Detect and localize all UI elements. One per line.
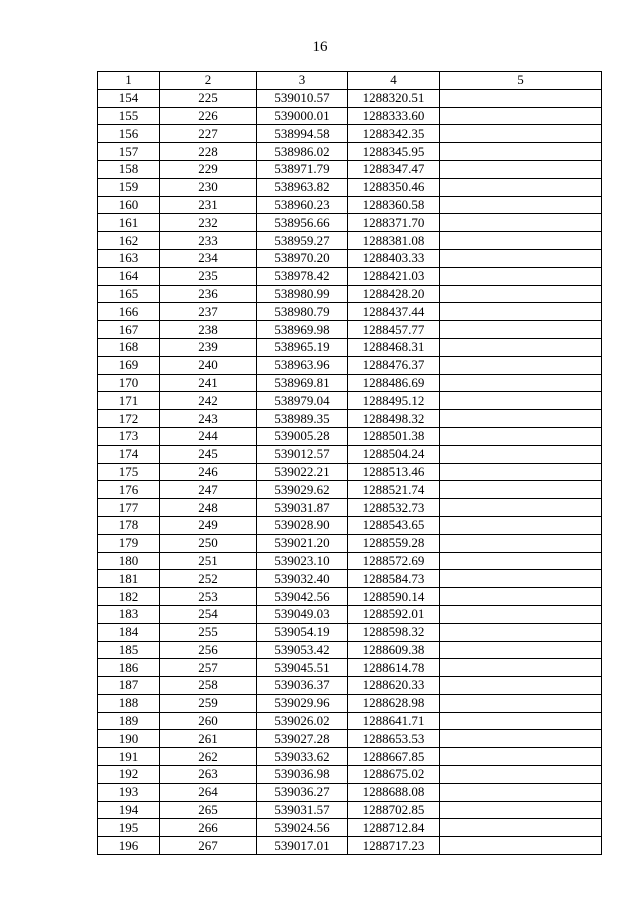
table-row: [98, 623, 602, 641]
table-cell: 1288559.28: [348, 534, 440, 552]
column-header: 2: [160, 72, 257, 90]
table-cell: 239: [160, 338, 257, 356]
table-cell: 225: [160, 89, 257, 107]
table-cell: [440, 196, 602, 214]
table-cell: 1288457.77: [348, 321, 440, 339]
table-cell: 1288347.47: [348, 160, 440, 178]
table-cell: 538970.20: [257, 249, 348, 267]
table-cell: 165: [98, 285, 160, 303]
table-cell: 231: [160, 196, 257, 214]
table-cell: [440, 783, 602, 801]
table-row: [98, 819, 602, 837]
table-cell: 1288345.95: [348, 143, 440, 161]
table-cell: [440, 463, 602, 481]
table-row: [98, 659, 602, 677]
table-cell: 193: [98, 783, 160, 801]
table-cell: [440, 303, 602, 321]
table-cell: 1288501.38: [348, 427, 440, 445]
table-cell: 538994.58: [257, 125, 348, 143]
table-cell: [440, 570, 602, 588]
table-cell: 1288532.73: [348, 499, 440, 517]
table-cell: 539042.56: [257, 588, 348, 606]
table-cell: 538956.66: [257, 214, 348, 232]
table-row: [98, 374, 602, 392]
column-header: 4: [348, 72, 440, 90]
table-cell: [440, 410, 602, 428]
table-cell: 246: [160, 463, 257, 481]
table-cell: 1288476.37: [348, 356, 440, 374]
table-cell: 1288590.14: [348, 588, 440, 606]
table-cell: 263: [160, 766, 257, 784]
table-cell: 1288598.32: [348, 623, 440, 641]
table-cell: 539031.87: [257, 499, 348, 517]
table-row: [98, 410, 602, 428]
table-row: [98, 837, 602, 855]
table-cell: 538979.04: [257, 392, 348, 410]
table-row: [98, 356, 602, 374]
table-cell: [440, 641, 602, 659]
table-cell: 1288702.85: [348, 801, 440, 819]
coordinates-table: [97, 71, 602, 855]
table-cell: 538965.19: [257, 338, 348, 356]
table-cell: 183: [98, 605, 160, 623]
table-cell: [440, 534, 602, 552]
table-cell: 1288428.20: [348, 285, 440, 303]
table-cell: 229: [160, 160, 257, 178]
table-cell: 538980.79: [257, 303, 348, 321]
table-cell: 1288620.33: [348, 677, 440, 695]
table-body: [98, 89, 602, 854]
table-cell: 238: [160, 321, 257, 339]
page-number: 16: [312, 39, 328, 55]
table-cell: 539024.56: [257, 819, 348, 837]
table-cell: 251: [160, 552, 257, 570]
table-cell: 1288381.08: [348, 232, 440, 250]
table-cell: 265: [160, 801, 257, 819]
table-cell: [440, 143, 602, 161]
table-cell: [440, 801, 602, 819]
table-cell: 233: [160, 232, 257, 250]
table-cell: 1288495.12: [348, 392, 440, 410]
table-cell: [440, 819, 602, 837]
table-row: [98, 143, 602, 161]
table-cell: 179: [98, 534, 160, 552]
table-row: [98, 338, 602, 356]
table-cell: [440, 481, 602, 499]
table-cell: 539027.28: [257, 730, 348, 748]
table-row: [98, 499, 602, 517]
table-cell: 538959.27: [257, 232, 348, 250]
table-cell: 539029.96: [257, 694, 348, 712]
table-row: [98, 321, 602, 339]
table-cell: 256: [160, 641, 257, 659]
table-cell: 539036.37: [257, 677, 348, 695]
table-cell: 539021.20: [257, 534, 348, 552]
table-cell: 190: [98, 730, 160, 748]
table-row: [98, 249, 602, 267]
table-cell: [440, 356, 602, 374]
table-cell: 235: [160, 267, 257, 285]
table-row: [98, 748, 602, 766]
table-cell: 538963.82: [257, 178, 348, 196]
table-row: [98, 677, 602, 695]
table-cell: [440, 748, 602, 766]
table-cell: 539000.01: [257, 107, 348, 125]
table-row: [98, 516, 602, 534]
table-row: [98, 481, 602, 499]
table-cell: 1288667.85: [348, 748, 440, 766]
table-cell: 167: [98, 321, 160, 339]
table-cell: [440, 445, 602, 463]
table-cell: 1288653.53: [348, 730, 440, 748]
table-row: [98, 160, 602, 178]
table-row: [98, 588, 602, 606]
table-cell: 244: [160, 427, 257, 445]
table-cell: [440, 125, 602, 143]
table-cell: 156: [98, 125, 160, 143]
table-cell: 264: [160, 783, 257, 801]
table-cell: 254: [160, 605, 257, 623]
table-cell: [440, 160, 602, 178]
table-row: [98, 712, 602, 730]
table-row: [98, 766, 602, 784]
table-cell: 160: [98, 196, 160, 214]
table-row: [98, 214, 602, 232]
table-cell: 539012.57: [257, 445, 348, 463]
table-row: [98, 178, 602, 196]
table-row: [98, 783, 602, 801]
table-cell: 226: [160, 107, 257, 125]
table-cell: [440, 321, 602, 339]
table-row: [98, 285, 602, 303]
table-cell: [440, 677, 602, 695]
table-cell: 539031.57: [257, 801, 348, 819]
table-cell: 1288350.46: [348, 178, 440, 196]
table-cell: 1288498.32: [348, 410, 440, 428]
table-cell: 539045.51: [257, 659, 348, 677]
table-cell: 260: [160, 712, 257, 730]
table-cell: 173: [98, 427, 160, 445]
table-cell: 252: [160, 570, 257, 588]
table-cell: 262: [160, 748, 257, 766]
table-cell: 258: [160, 677, 257, 695]
table-cell: 176: [98, 481, 160, 499]
table-cell: 154: [98, 89, 160, 107]
table-cell: 539053.42: [257, 641, 348, 659]
table-cell: 539010.57: [257, 89, 348, 107]
table-cell: 1288584.73: [348, 570, 440, 588]
table-row: [98, 463, 602, 481]
table-cell: 539033.62: [257, 748, 348, 766]
table-cell: 196: [98, 837, 160, 855]
table-cell: 1288614.78: [348, 659, 440, 677]
table-cell: 1288320.51: [348, 89, 440, 107]
table-cell: 1288572.69: [348, 552, 440, 570]
table-cell: 255: [160, 623, 257, 641]
table-cell: 169: [98, 356, 160, 374]
table-cell: 1288521.74: [348, 481, 440, 499]
table-cell: 161: [98, 214, 160, 232]
table-cell: 539036.98: [257, 766, 348, 784]
table-cell: [440, 107, 602, 125]
table-row: [98, 196, 602, 214]
table-cell: [440, 338, 602, 356]
table-cell: 1288717.23: [348, 837, 440, 855]
table-cell: 162: [98, 232, 160, 250]
table-cell: 181: [98, 570, 160, 588]
table-cell: [440, 89, 602, 107]
table-cell: [440, 427, 602, 445]
table-cell: [440, 285, 602, 303]
table-cell: 194: [98, 801, 160, 819]
table-cell: [440, 659, 602, 677]
table-cell: 1288342.35: [348, 125, 440, 143]
table-cell: [440, 730, 602, 748]
table-row: [98, 534, 602, 552]
table-cell: 1288641.71: [348, 712, 440, 730]
table-cell: 538963.96: [257, 356, 348, 374]
table-cell: 250: [160, 534, 257, 552]
table-cell: 159: [98, 178, 160, 196]
table-cell: 240: [160, 356, 257, 374]
table-row: [98, 445, 602, 463]
table-cell: 172: [98, 410, 160, 428]
table-cell: [440, 178, 602, 196]
table-row: [98, 107, 602, 125]
table-cell: 539017.01: [257, 837, 348, 855]
table-cell: 261: [160, 730, 257, 748]
table-cell: 164: [98, 267, 160, 285]
table-cell: 230: [160, 178, 257, 196]
table-cell: 1288688.08: [348, 783, 440, 801]
table-cell: 163: [98, 249, 160, 267]
table-cell: [440, 605, 602, 623]
table-cell: 166: [98, 303, 160, 321]
table-cell: 539022.21: [257, 463, 348, 481]
table-cell: 157: [98, 143, 160, 161]
table-cell: 187: [98, 677, 160, 695]
table-row: [98, 570, 602, 588]
table-cell: 174: [98, 445, 160, 463]
table-cell: 539005.28: [257, 427, 348, 445]
column-header: 3: [257, 72, 348, 90]
table-cell: 1288504.24: [348, 445, 440, 463]
table-cell: [440, 392, 602, 410]
table-row: [98, 232, 602, 250]
table-cell: 243: [160, 410, 257, 428]
table-row: [98, 694, 602, 712]
table-cell: 1288333.60: [348, 107, 440, 125]
table-cell: 228: [160, 143, 257, 161]
table-cell: 180: [98, 552, 160, 570]
table-row: [98, 427, 602, 445]
table-cell: 237: [160, 303, 257, 321]
table-cell: 538978.42: [257, 267, 348, 285]
table-cell: [440, 712, 602, 730]
table-cell: [440, 552, 602, 570]
table-cell: [440, 267, 602, 285]
table-cell: 1288468.31: [348, 338, 440, 356]
table-cell: 241: [160, 374, 257, 392]
table-cell: 538971.79: [257, 160, 348, 178]
table-cell: 257: [160, 659, 257, 677]
table-cell: 249: [160, 516, 257, 534]
table-cell: 539026.02: [257, 712, 348, 730]
table-cell: 539029.62: [257, 481, 348, 499]
table-cell: 538980.99: [257, 285, 348, 303]
table-cell: 1288403.33: [348, 249, 440, 267]
table-cell: 175: [98, 463, 160, 481]
table-cell: 188: [98, 694, 160, 712]
table-cell: 253: [160, 588, 257, 606]
table-cell: 170: [98, 374, 160, 392]
table-cell: [440, 499, 602, 517]
column-header: 5: [440, 72, 602, 90]
table-row: [98, 89, 602, 107]
table-cell: 236: [160, 285, 257, 303]
table-cell: 1288513.46: [348, 463, 440, 481]
table-cell: 1288628.98: [348, 694, 440, 712]
table-cell: 539036.27: [257, 783, 348, 801]
table-cell: 1288437.44: [348, 303, 440, 321]
table-cell: 248: [160, 499, 257, 517]
table-cell: 1288712.84: [348, 819, 440, 837]
table-cell: 177: [98, 499, 160, 517]
table-cell: 245: [160, 445, 257, 463]
table-cell: [440, 214, 602, 232]
table-cell: 538986.02: [257, 143, 348, 161]
table-cell: 155: [98, 107, 160, 125]
table-cell: 538969.98: [257, 321, 348, 339]
table-cell: 191: [98, 748, 160, 766]
table-cell: 1288609.38: [348, 641, 440, 659]
table-row: [98, 641, 602, 659]
table-cell: 1288592.01: [348, 605, 440, 623]
table-cell: [440, 694, 602, 712]
table-cell: [440, 249, 602, 267]
table-cell: 168: [98, 338, 160, 356]
table-cell: [440, 232, 602, 250]
table-cell: 195: [98, 819, 160, 837]
table-cell: 189: [98, 712, 160, 730]
table-cell: 192: [98, 766, 160, 784]
table-row: [98, 125, 602, 143]
table-row: [98, 303, 602, 321]
table-cell: 242: [160, 392, 257, 410]
table-cell: 539054.19: [257, 623, 348, 641]
table-cell: 1288360.58: [348, 196, 440, 214]
table-cell: 186: [98, 659, 160, 677]
table-row: [98, 801, 602, 819]
table-cell: 234: [160, 249, 257, 267]
table-row: [98, 605, 602, 623]
table-cell: 182: [98, 588, 160, 606]
table-cell: 1288543.65: [348, 516, 440, 534]
table-cell: 539032.40: [257, 570, 348, 588]
table-cell: 171: [98, 392, 160, 410]
table-row: [98, 552, 602, 570]
table-cell: 1288486.69: [348, 374, 440, 392]
table-cell: 538989.35: [257, 410, 348, 428]
table-cell: 158: [98, 160, 160, 178]
table-cell: 259: [160, 694, 257, 712]
table-cell: [440, 623, 602, 641]
table-cell: 539023.10: [257, 552, 348, 570]
table-cell: 247: [160, 481, 257, 499]
table-cell: 1288371.70: [348, 214, 440, 232]
table-cell: 1288675.02: [348, 766, 440, 784]
table-cell: 184: [98, 623, 160, 641]
table-cell: 539049.03: [257, 605, 348, 623]
column-header: 1: [98, 72, 160, 90]
table-header-row: [98, 72, 602, 90]
table-row: [98, 392, 602, 410]
table-cell: 538960.23: [257, 196, 348, 214]
table-cell: [440, 837, 602, 855]
table-row: [98, 730, 602, 748]
table-cell: [440, 588, 602, 606]
table-cell: [440, 516, 602, 534]
table-cell: [440, 766, 602, 784]
table-cell: 232: [160, 214, 257, 232]
table-cell: 178: [98, 516, 160, 534]
table-cell: [440, 374, 602, 392]
table-cell: 227: [160, 125, 257, 143]
table-cell: 267: [160, 837, 257, 855]
table-row: [98, 267, 602, 285]
table-cell: 185: [98, 641, 160, 659]
table-cell: 1288421.03: [348, 267, 440, 285]
table-cell: 538969.81: [257, 374, 348, 392]
table-cell: 539028.90: [257, 516, 348, 534]
table-cell: 266: [160, 819, 257, 837]
